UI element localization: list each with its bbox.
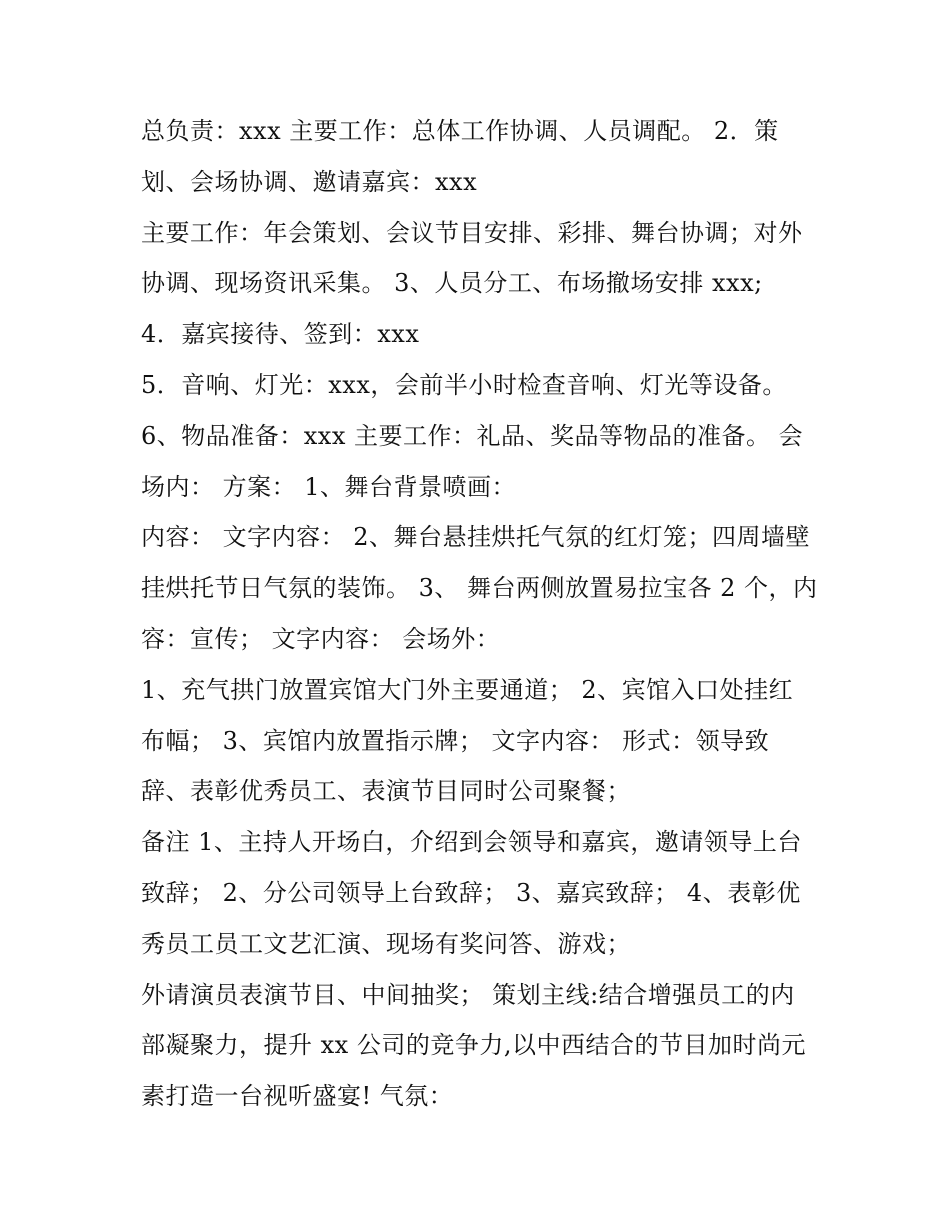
body-text — [141, 106, 841, 1122]
text-line: 辞、表彰优秀员工、表演节目同时公司聚餐； — [141, 777, 631, 806]
text-line: 内容： 文字内容： 2、舞台悬挂烘托气氛的红灯笼；四周墙壁 — [141, 523, 811, 552]
text-line: 6、物品准备：xxx 主要工作：礼品、奖品等物品的准备。 会 — [141, 421, 804, 450]
text-line: 1、充气拱门放置宾馆大门外主要通道； 2、宾馆入口处挂红 — [141, 675, 794, 704]
text-line: 外请演员表演节目、中间抽奖； 策划主线:结合增强员工的内 — [141, 980, 795, 1009]
text-line: 容：宣传； 文字内容： 会场外： — [141, 624, 501, 653]
text-line: 场内： 方案： 1、舞台背景喷画： — [141, 472, 517, 501]
text-line: 部凝聚力，提升 xx 公司的竞争力,以中西结合的节目加时尚元 — [141, 1031, 806, 1060]
text-line: 挂烘托节日气氛的装饰。 3、 舞台两侧放置易拉宝各 2 个，内 — [141, 574, 818, 603]
text-line: 致辞； 2、分公司领导上台致辞； 3、嘉宾致辞； 4、表彰优 — [141, 878, 801, 907]
text-line: 素打造一台视听盛宴! 气氛： — [141, 1082, 454, 1111]
text-line: 主要工作：年会策划、会议节目安排、彩排、舞台协调；对外 — [141, 218, 803, 247]
text-line: 总负责：xxx 主要工作：总体工作协调、人员调配。 2．策 — [141, 117, 779, 145]
text-line: 划、会场协调、邀请嘉宾：xxx — [141, 167, 478, 196]
text-line: 4．嘉宾接待、签到：xxx — [141, 320, 420, 349]
text-line: 秀员工员工文艺汇演、现场有奖问答、游戏； — [141, 929, 631, 958]
text-line: 备注 1、主持人开场白，介绍到会领导和嘉宾，邀请领导上台 — [141, 828, 802, 857]
text-line: 协调、现场资讯采集。 3、人员分工、布场撤场安排 xxx; — [141, 269, 763, 298]
text-line: 5．音响、灯光：xxx，会前半小时检查音响、灯光等设备。 — [141, 370, 787, 399]
text-line: 布幅； 3、宾馆内放置指示牌； 文字内容： 形式：领导致 — [141, 726, 770, 755]
